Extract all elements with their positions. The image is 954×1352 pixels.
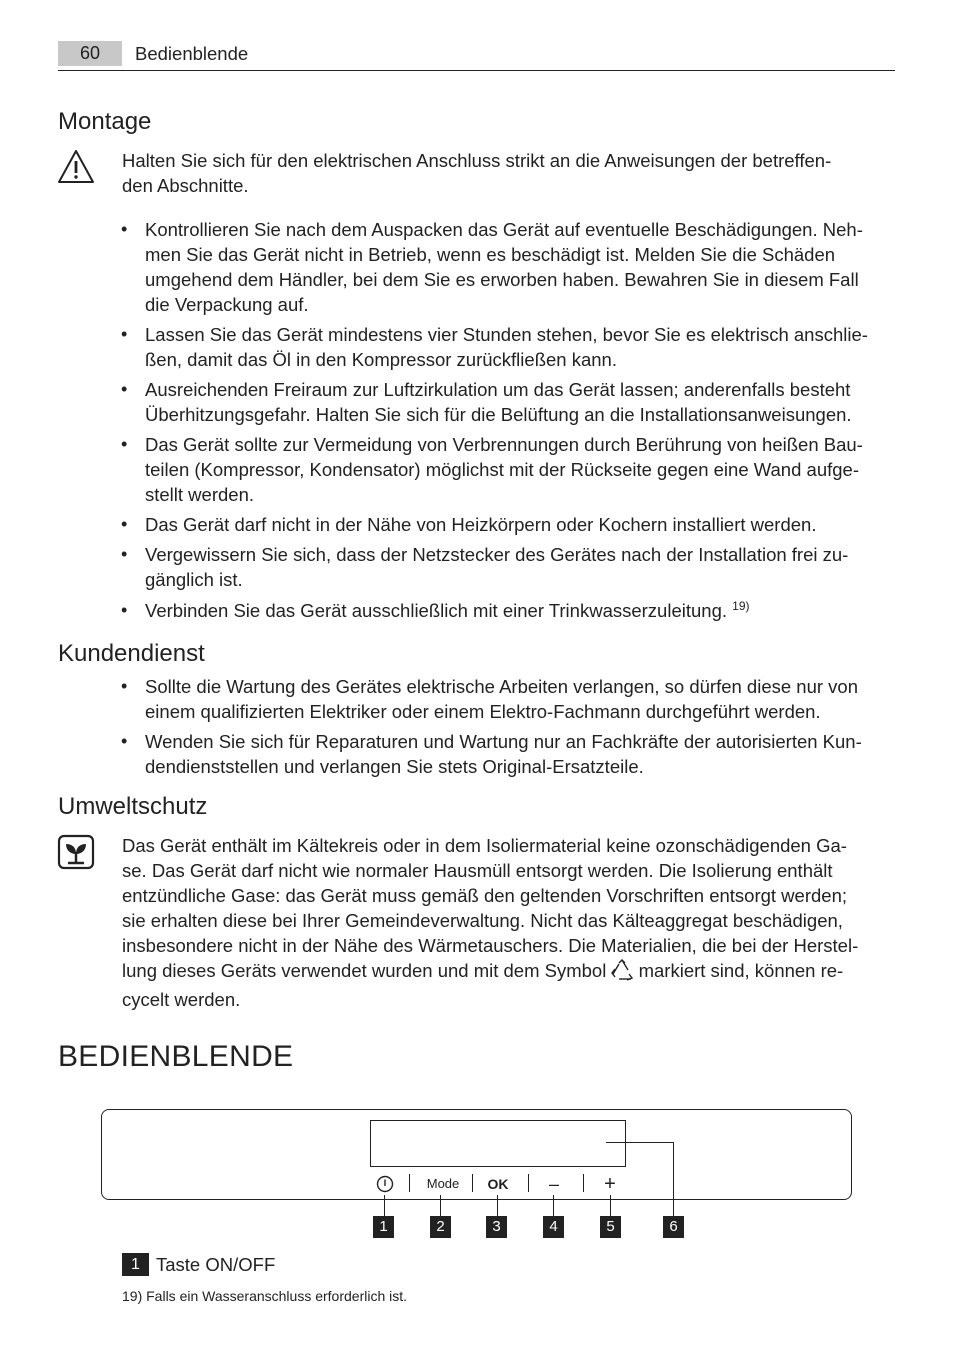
- montage-warning-text: Halten Sie sich für den elektrischen Anschluss strikt an die Anweisungen der betreffen- den Abschnitte.: [122, 150, 832, 196]
- callout-line-6-horizontal: [606, 1142, 673, 1143]
- section-heading-kundendienst: Kundendienst: [58, 640, 205, 667]
- header-rule: [58, 70, 895, 71]
- callout-line-5: [610, 1195, 611, 1216]
- callout-number-2: 2: [430, 1216, 451, 1238]
- separator: [409, 1174, 410, 1192]
- callout-number-6: 6: [663, 1216, 684, 1238]
- list-item: • Ausreichenden Freiraum zur Luftzirkulation um das Gerät lassen; anderenfalls besteht Überhitzungsgefahr. Halten Sie sich für die Belüftung an die Installationsanweisungen.: [120, 377, 896, 427]
- callout-number-1: 1: [373, 1216, 394, 1238]
- recycle-icon: [611, 959, 633, 987]
- legend-number: 1: [122, 1253, 149, 1276]
- callout-line-6: [673, 1142, 674, 1216]
- callout-line-4: [553, 1195, 554, 1216]
- list-item: • Kontrollieren Sie nach dem Auspacken das Gerät auf eventuelle Beschädigungen. Neh- men Sie das Gerät nicht in Betrieb, wenn es beschädigt ist. Melden Sie die Schäden umgehend dem Händler, bei dem Sie es erworben haben. Bewahren Sie in diesem Fall die Verpackung auf.: [120, 217, 896, 317]
- list-item: • Sollte die Wartung des Gerätes elektrische Arbeiten verlangen, so dürfen diese nur von einem qualifizierten Elektriker oder einem Elektro-Fachmann durchgeführt werden.: [120, 674, 896, 724]
- list-item: • Vergewissern Sie sich, dass der Netzstecker des Gerätes nach der Installation frei zu- gänglich ist.: [120, 542, 896, 592]
- footnote: 19) Falls ein Wasseranschluss erforderlich ist.: [122, 1288, 408, 1304]
- minus-button-label: –: [548, 1174, 559, 1194]
- mode-button-label: Mode: [426, 1176, 460, 1191]
- page-number: 60: [58, 41, 122, 66]
- callout-number-5: 5: [600, 1216, 621, 1238]
- separator: [528, 1174, 529, 1192]
- callout-number-3: 3: [486, 1216, 507, 1238]
- ok-button-label: OK: [487, 1176, 509, 1192]
- eco-plant-icon: [57, 834, 95, 875]
- list-item: • Das Gerät darf nicht in der Nähe von Heizkörpern oder Kochern installiert werden.: [120, 512, 896, 537]
- montage-bullet-list: [120, 217, 896, 628]
- section-heading-umweltschutz: Umweltschutz: [58, 793, 208, 820]
- plus-button-label: +: [604, 1173, 616, 1195]
- power-icon: [374, 1172, 396, 1196]
- separator: [583, 1174, 584, 1192]
- callout-line-2: [440, 1195, 441, 1216]
- list-item: • Verbinden Sie das Gerät ausschließlich mit einer Trinkwasserzuleitung. $^{19)}$: [120, 598, 896, 623]
- kundendienst-bullet-list: [120, 674, 896, 784]
- running-title: Bedienblende: [135, 43, 249, 64]
- section-heading-montage: Montage: [58, 108, 152, 135]
- separator: [472, 1174, 473, 1192]
- panel-display: [370, 1120, 626, 1167]
- umweltschutz-text: Das Gerät enthält im Kältekreis oder in dem Isoliermaterial keine ozonschädigenden Ga- se. Das Gerät darf nicht wie normaler Hausmüll entsorgt werden. Die Isolierung enthält entzündliche Gase: das Gerät muss gemäß den geltenden Vorschriften entsorgt werden; sie erhalten diese bei Ihrer Gemeindeverwaltung. Nicht das Kälteaggregat beschädigen, insbesondere nicht in der Nähe des Wärmetauschers. Die Materialien, die bei der Herstel- lung dieses Geräts verwendet wurden und mit dem Symbol markiert sind, können re- cycelt werden.: [122, 835, 859, 1010]
- callout-line-3: [497, 1195, 498, 1216]
- footnote-reference: 19): [732, 598, 750, 613]
- callout-line-1: [384, 1195, 385, 1216]
- legend-text: Taste ON/OFF: [156, 1254, 276, 1275]
- callout-number-4: 4: [543, 1216, 564, 1238]
- list-item: • Wenden Sie sich für Reparaturen und Wartung nur an Fachkräfte der autorisierten Kun- dendienststellen und verlangen Sie stets Original-Ersatzteile.: [120, 729, 896, 779]
- warning-triangle-icon: [56, 148, 96, 191]
- list-item: • Das Gerät sollte zur Vermeidung von Verbrennungen durch Berührung von heißen Bau- teilen (Kompressor, Kondensator) möglichst mit der Rückseite gegen eine Wand aufge- stellt werden.: [120, 432, 896, 507]
- chapter-heading-bedienblende: BEDIENBLENDE: [58, 1040, 294, 1073]
- list-item: • Lassen Sie das Gerät mindestens vier Stunden stehen, bevor Sie es elektrisch anschlie- ßen, damit das Öl in den Kompressor zurückfließen kann.: [120, 322, 896, 372]
